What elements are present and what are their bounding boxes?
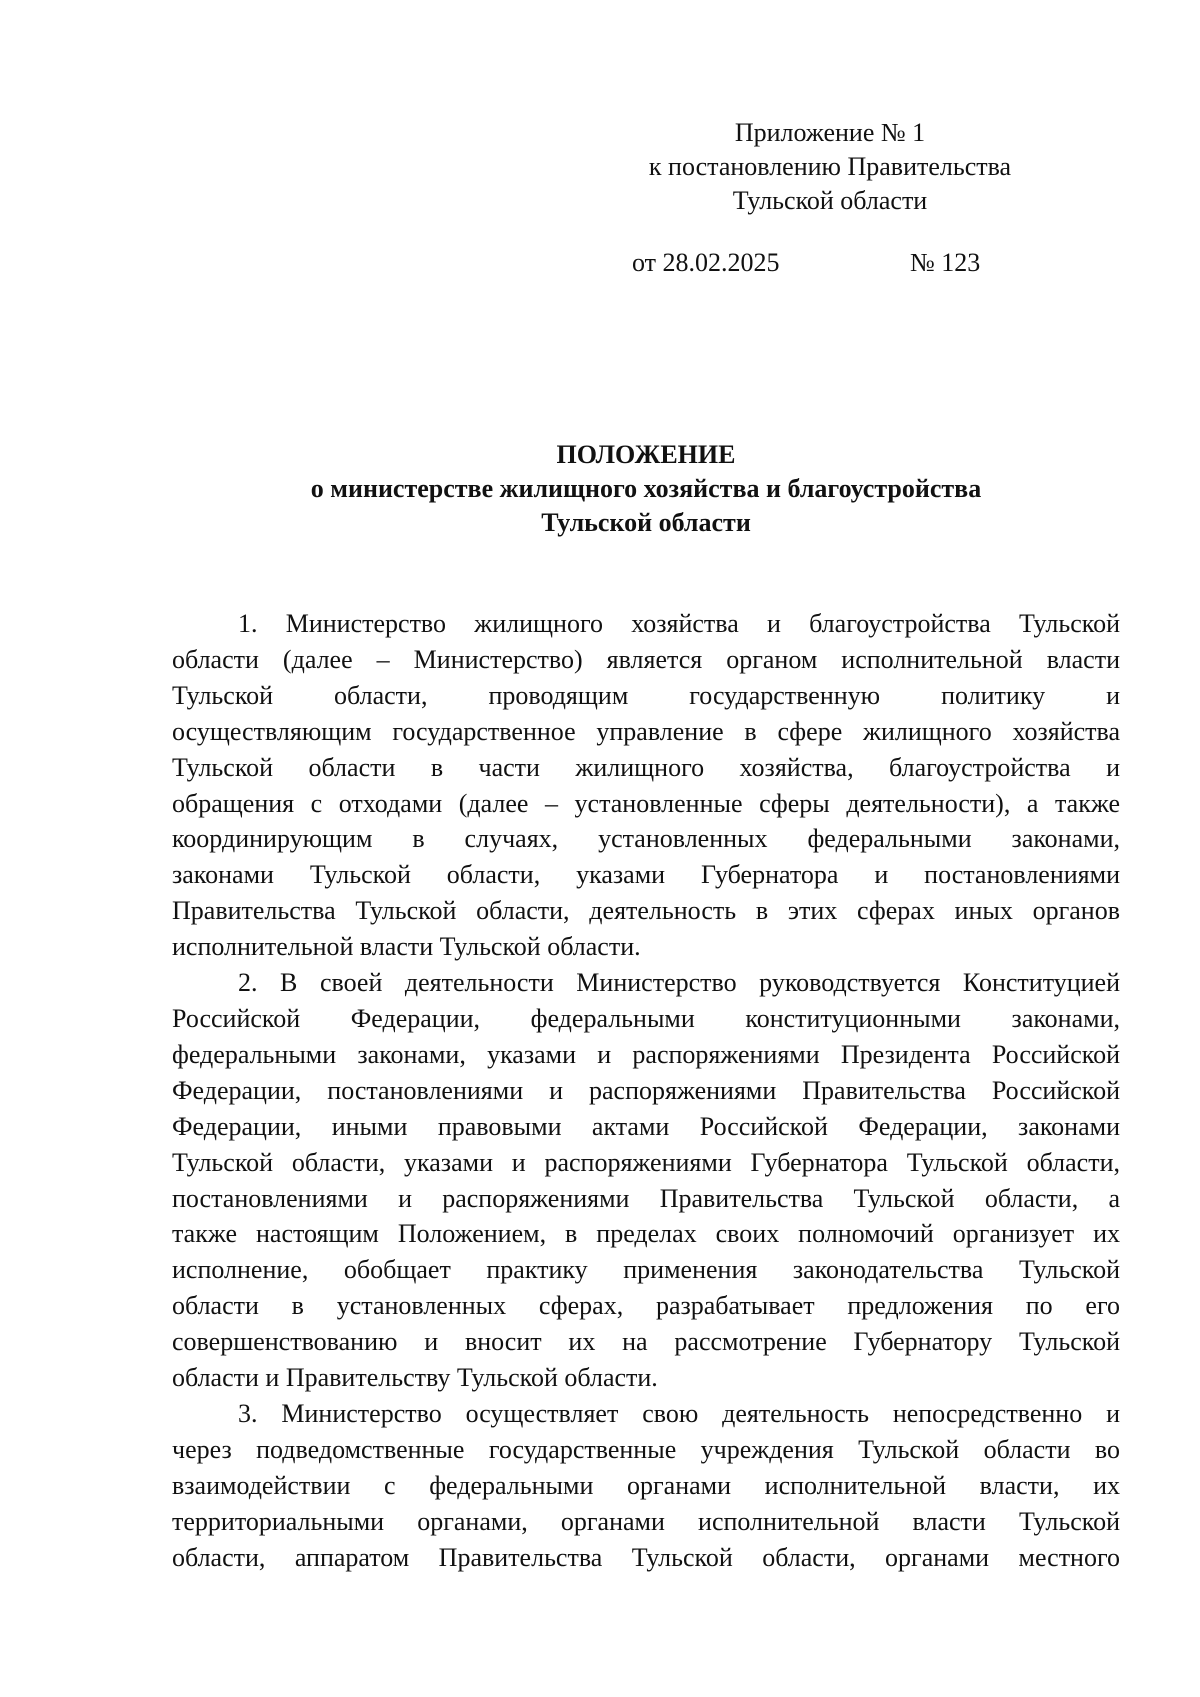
paragraph-line: 2. В своей деятельности Министерство руководствуется Конституцией xyxy=(238,968,1120,998)
paragraph-2 xyxy=(172,965,1120,1396)
paragraph-line: территориальными органами, органами исполнительной власти Тульской xyxy=(172,1506,1120,1536)
appendix-date: от 28.02.2025 xyxy=(632,248,780,277)
paragraph-line: области, аппаратом Правительства Тульской области, органами местного xyxy=(172,1542,1120,1572)
appendix-number: № 123 xyxy=(910,248,981,277)
paragraph-line: взаимодействии с федеральными органами исполнительной власти, их xyxy=(172,1470,1120,1500)
paragraph-line: 1. Министерство жилищного хозяйства и благоустройства Тульской xyxy=(238,609,1120,638)
paragraph-line: области (далее – Министерство) является органом исполнительной власти xyxy=(172,644,1120,674)
paragraph-line: постановлениями и распоряжениями Правительства Тульской области, а xyxy=(172,1183,1120,1213)
appendix-header xyxy=(620,116,1040,218)
paragraph-line: Тульской области, указами и распоряжениями Губернатора Тульской области, xyxy=(172,1147,1120,1177)
document-body xyxy=(172,606,1120,1575)
paragraph-line: осуществляющим государственное управление в сфере жилищного хозяйства xyxy=(172,716,1120,746)
paragraph-line: Тульской области в части жилищного хозяйства, благоустройства и xyxy=(172,752,1120,782)
paragraph-line: через подведомственные государственные учреждения Тульской области во xyxy=(172,1434,1120,1464)
paragraph-line: Тульской области, проводящим государственную политику и xyxy=(172,680,1120,710)
paragraph-line: также настоящим Положением, в пределах своих полномочий организует их xyxy=(172,1219,1120,1249)
title-line-1: ПОЛОЖЕНИЕ xyxy=(556,440,736,469)
paragraph-line: совершенствованию и вносит их на рассмотрение Губернатору Тульской xyxy=(172,1327,1120,1357)
paragraph-line: исполнение, обобщает практику применения законодательства Тульской xyxy=(172,1255,1120,1285)
appendix-title: Приложение № 1 xyxy=(734,118,926,147)
paragraph-line: Российской Федерации, федеральными конституционными законами, xyxy=(172,1003,1120,1033)
paragraph-line: области в установленных сферах, разрабатывает предложения по его xyxy=(172,1291,1120,1321)
appendix-reference: к постановлению Правительства xyxy=(648,152,1012,181)
paragraph-1 xyxy=(172,606,1120,965)
appendix-region: Тульской области xyxy=(732,186,928,215)
paragraph-line: Федерации, постановлениями и распоряжениями Правительства Российской xyxy=(172,1075,1120,1105)
paragraph-3 xyxy=(172,1396,1120,1576)
paragraph-line: Правительства Тульской области, деятельность в этих сферах иных органов xyxy=(172,896,1120,926)
paragraph-line: 3. Министерство осуществляет свою деятельность непосредственно и xyxy=(238,1398,1120,1428)
paragraph-line: обращения с отходами (далее – установленные сферы деятельности), а также xyxy=(172,788,1120,818)
title-line-3: Тульской области xyxy=(541,508,751,537)
paragraph-line: законами Тульской области, указами Губернатора и постановлениями xyxy=(172,860,1120,890)
paragraph-line: координирующим в случаях, установленных федеральными законами, xyxy=(172,824,1120,854)
paragraph-line: исполнительной власти Тульской области. xyxy=(172,932,641,962)
paragraph-line: области и Правительству Тульской области. xyxy=(172,1363,658,1393)
title-line-2: о министерстве жилищного хозяйства и благоустройства xyxy=(310,474,982,503)
paragraph-line: Федерации, иными правовыми актами Российской Федерации, законами xyxy=(172,1111,1120,1141)
document-title xyxy=(172,438,1120,540)
paragraph-line: федеральными законами, указами и распоряжениями Президента Российской xyxy=(172,1039,1120,1069)
